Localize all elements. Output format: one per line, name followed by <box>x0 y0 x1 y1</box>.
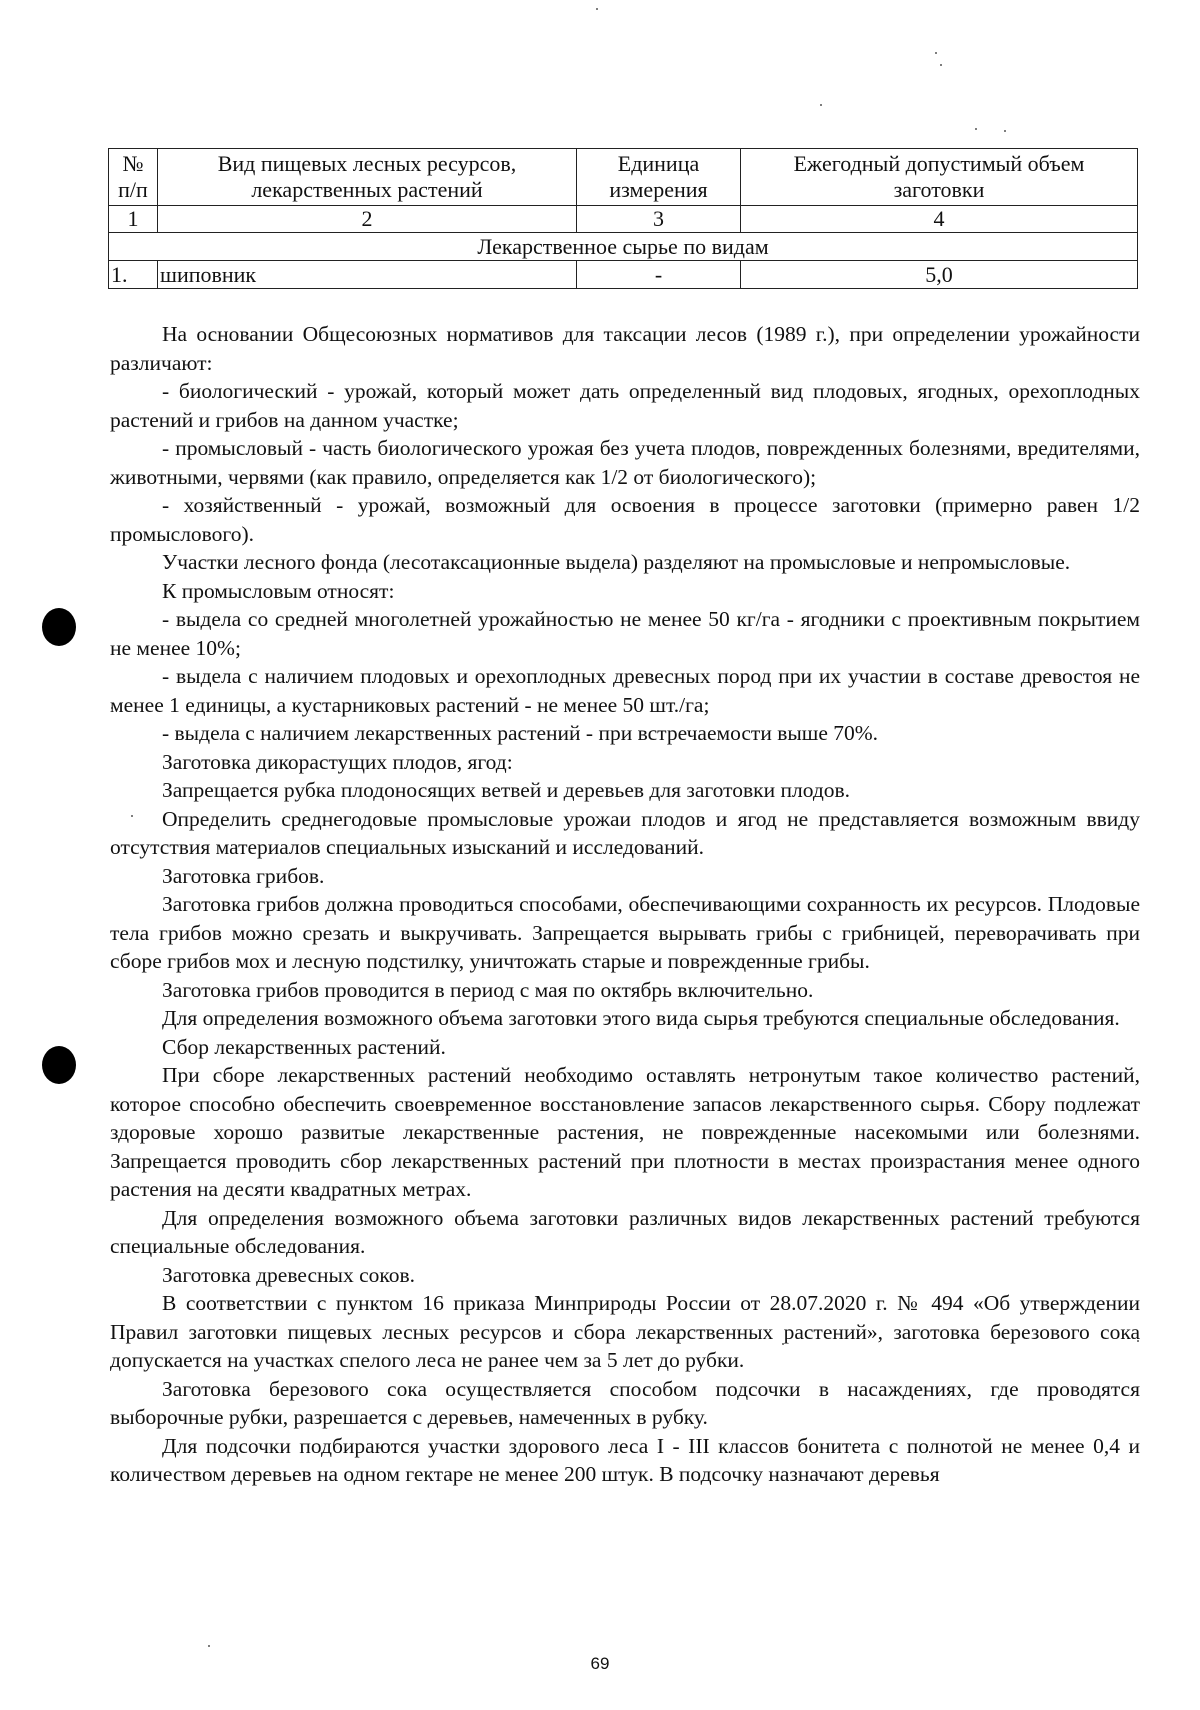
paragraph: Заготовка древесных соков. <box>162 1262 415 1287</box>
scan-speck <box>1004 130 1006 132</box>
table-header-row <box>109 149 1138 206</box>
page-number: 69 <box>590 1654 610 1673</box>
paragraph: - биологический - урожай, который может дать определенный вид плодовых, ягодных, орехоплодных растений и грибов на данном участке; <box>110 379 1140 432</box>
scan-speck <box>975 128 977 130</box>
column-number: 3 <box>577 206 741 233</box>
paragraph: Заготовка березового сока осуществляется способом подсочки в насаждениях, где проводятся выборочные рубки, разрешается с деревьев, намеченных в рубку. <box>110 1376 1140 1429</box>
column-number-row <box>109 206 1138 233</box>
header-cell-unit <box>577 149 741 206</box>
paragraph: На основании Общесоюзных нормативов для таксации лесов (1989 г.), при определении урожайности различают: <box>110 322 1140 375</box>
scan-speck <box>596 8 598 10</box>
header-resource-type-label: Вид пищевых лесных ресурсов, лекарственных растений <box>217 151 517 202</box>
header-cell-resource-type <box>158 149 577 206</box>
paragraph: К промысловым относят: <box>162 578 395 603</box>
body-text <box>110 320 1140 1489</box>
scan-speck <box>820 104 822 106</box>
row-number: 1. <box>109 261 158 289</box>
scan-speck <box>940 64 942 66</box>
row-annual-volume: 5,0 <box>741 261 1138 289</box>
table-row <box>109 261 1138 289</box>
paragraph: - выдела с наличием плодовых и орехоплодных древесных пород при их участии в составе древостоя не менее 1 единицы, а кустарниковых растений - не менее 50 шт./га; <box>110 664 1140 717</box>
column-number: 1 <box>109 206 158 233</box>
column-number: 2 <box>158 206 577 233</box>
paragraph: - выдела со средней многолетней урожайностью не менее 50 кг/га - ягодники с проективным покрытием не менее 10%; <box>110 607 1140 660</box>
section-title: Лекарственное сырье по видам <box>109 233 1138 261</box>
paragraph: - хозяйственный - урожай, возможный для освоения в процессе заготовки (примерно равен 1/2 промыслового). <box>110 493 1140 546</box>
binder-hole <box>42 608 76 646</box>
paragraph: Для подсочки подбираются участки здорового леса I - III классов бонитета с полнотой не менее 0,4 и количеством деревьев на одном гектаре не менее 200 штук. В подсочку назначают деревья <box>110 1433 1140 1486</box>
paragraph: Сбор лекарственных растений. <box>162 1034 446 1059</box>
header-unit-label: Единица измерения <box>609 151 708 202</box>
header-cell-annual-volume <box>741 149 1138 206</box>
section-row <box>109 233 1138 261</box>
paragraph: - выдела с наличием лекарственных растений - при встречаемости выше 70%. <box>162 721 879 745</box>
binder-hole <box>42 1046 76 1084</box>
paragraph: В соответствии с пунктом 16 приказа Минприроды России от 28.07.2020 г. № 494 «Об утверждении Правил заготовки пищевых лесных ресурсов и сбора лекарственных растений», заготовка березового сока допускается на участках спелого леса не ранее чем за 5 лет до рубки. <box>110 1291 1140 1372</box>
scan-speck <box>208 1645 210 1647</box>
paragraph: Заготовка грибов. <box>162 863 325 888</box>
paragraph: При сборе лекарственных растений необходимо оставлять нетронутым такое количество растений, которое способно обеспечить своевременное восстановление запасов лекарственного сырья. Сбору подлежат здоровые хорошо развитые лекарственные растения, не поврежденные насекомыми или болезнями. Запрещается проводить сбор лекарственных растений при плотности в местах произрастания менее одного растения на десяти квадратных метрах. <box>110 1063 1140 1201</box>
paragraph: Для определения возможного объема заготовки этого вида сырья требуются специальные обследования. <box>162 1006 1120 1030</box>
paragraph: Заготовка грибов должна проводиться способами, обеспечивающими сохранность их ресурсов. Плодовые тела грибов можно срезать и выкручивать. Запрещается вырывать грибы с грибницей, переворачивать при сборе грибов мох и лесную подстилку, уничтожать старые и поврежденные грибы. <box>110 892 1140 973</box>
scan-speck <box>935 52 937 54</box>
paragraph: - промысловый - часть биологического урожая без учета плодов, поврежденных болезнями, вредителями, животными, червями (как правило, определяется как 1/2 от биологического); <box>110 436 1140 489</box>
paragraph: Определить среднегодовые промысловые урожаи плодов и ягод не представляется возможным ввиду отсутствия материалов специальных изысканий и исследований. <box>110 806 1140 859</box>
header-cell-number <box>109 149 158 206</box>
header-number-label: № п/п <box>118 151 148 202</box>
row-unit: - <box>577 261 741 289</box>
column-number: 4 <box>741 206 1138 233</box>
paragraph: Запрещается рубка плодоносящих ветвей и деревьев для заготовки плодов. <box>162 778 851 802</box>
header-annual-volume-label: Ежегодный допустимый объем заготовки <box>793 151 1085 202</box>
forest-resources-table <box>108 148 1138 289</box>
row-resource-name: шиповник <box>158 261 577 289</box>
paragraph: Заготовка грибов проводится в период с мая по октябрь включительно. <box>162 977 814 1002</box>
paragraph: Заготовка дикорастущих плодов, ягод: <box>162 749 513 774</box>
paragraph: Участки лесного фонда (лесотаксационные выдела) разделяют на промысловые и непромысловые. <box>162 550 1071 574</box>
paragraph: Для определения возможного объема заготовки различных видов лекарственных растений требуются специальные обследования. <box>110 1205 1140 1258</box>
